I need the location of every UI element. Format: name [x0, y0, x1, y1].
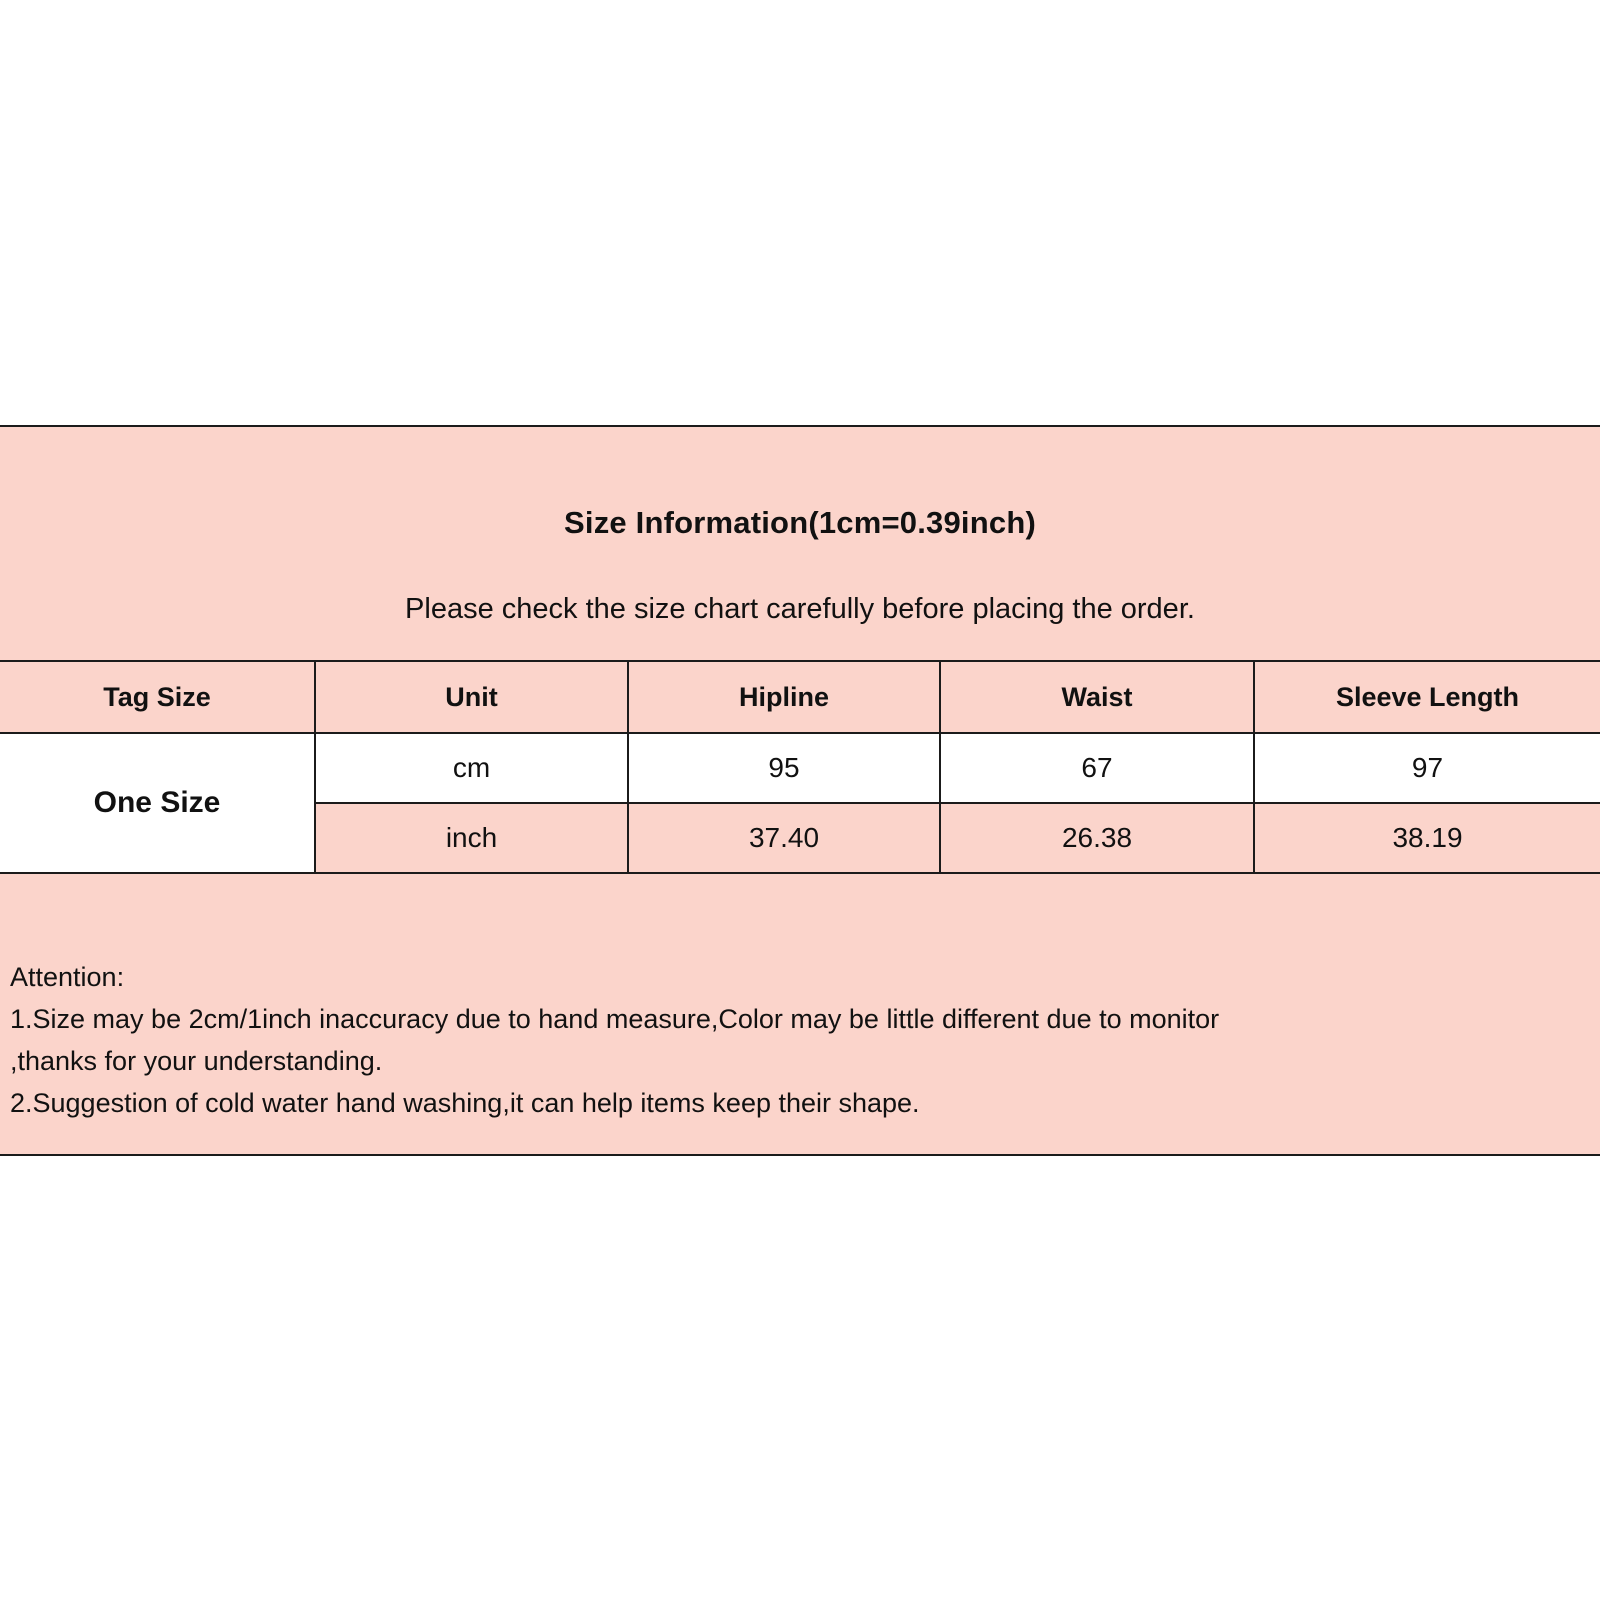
page-subtitle: Please check the size chart carefully before placing the order. [405, 593, 1195, 625]
table-header-row [0, 661, 1600, 733]
cell-tag-size: One Size [0, 733, 315, 873]
cell-unit-cm: cm [315, 733, 628, 803]
attention-note [0, 874, 1600, 1154]
table-row [0, 733, 1600, 803]
attention-line-2: ,thanks for your understanding. [10, 1046, 383, 1076]
size-table [0, 660, 1600, 874]
size-chart-header [0, 427, 1600, 660]
column-header-hipline: Hipline [628, 661, 940, 733]
attention-line-1: 1.Size may be 2cm/1inch inaccuracy due to hand measure,Color may be little different due to monitor [10, 1004, 1220, 1034]
column-header-sleeve-length: Sleeve Length [1254, 661, 1600, 733]
column-header-unit: Unit [315, 661, 628, 733]
attention-line-3: 2.Suggestion of cold water hand washing,it can help items keep their shape. [10, 1088, 920, 1118]
size-chart-panel [0, 425, 1600, 1156]
cell-sleeve-length-cm: 97 [1254, 733, 1600, 803]
cell-hipline-cm: 95 [628, 733, 940, 803]
cell-hipline-inch: 37.40 [628, 803, 940, 873]
cell-unit-inch: inch [315, 803, 628, 873]
cell-waist-cm: 67 [940, 733, 1254, 803]
column-header-tag-size: Tag Size [0, 661, 315, 733]
attention-heading: Attention: [10, 962, 125, 992]
cell-waist-inch: 26.38 [940, 803, 1254, 873]
page-title: Size Information(1cm=0.39inch) [564, 505, 1036, 540]
cell-sleeve-length-inch: 38.19 [1254, 803, 1600, 873]
column-header-waist: Waist [940, 661, 1254, 733]
